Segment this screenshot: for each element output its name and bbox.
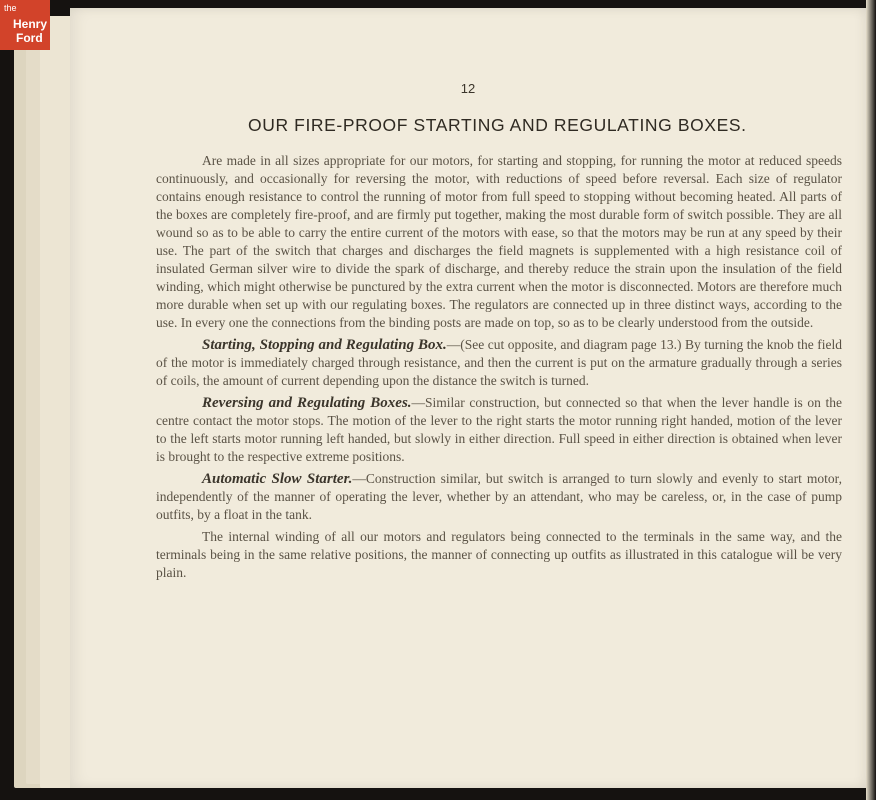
paragraph-text: The internal winding of all our motors and regulators being connected to the terminals in the same way, and the terminals being in the same relative positions, the manner of connecting up outfits as illustrated in this catalogue will be very plain.	[156, 529, 842, 580]
paragraph-text: —Similar construction, but connected so that when the lever handle is on the centre contact the motor stops. The motion of the lever to the right starts the motor running right handed, motion of the lever to the left starts motor running left handed, but slowly in either direction. Full speed in either direction is obtained when lever is brought to the respective extreme positions.	[156, 395, 842, 464]
book-spine-edge	[866, 0, 876, 800]
henry-ford-logo	[0, 0, 50, 50]
section-heading: Starting, Stopping and Regulating Box.	[202, 337, 447, 353]
logo-text-the: the	[4, 3, 17, 13]
section-heading: Automatic Slow Starter.	[202, 471, 353, 487]
paragraph-intro	[156, 152, 842, 332]
page-body	[156, 152, 842, 585]
section-heading: Reversing and Regulating Boxes.	[202, 395, 412, 411]
paragraph-reversing-boxes	[156, 394, 842, 466]
paragraph-text: —Construction similar, but switch is arranged to turn slowly and evenly to start motor, independently of the manner of operating the lever, whether by an attendant, who may be careless, or, in the case of pump outfits, by a float in the tank.	[156, 471, 842, 522]
paragraph-starting-box	[156, 336, 842, 390]
paragraph-internal-winding	[156, 528, 842, 582]
page-number: 12	[460, 81, 476, 96]
catalog-page	[70, 8, 866, 788]
paragraph-slow-starter	[156, 470, 842, 524]
page-title: OUR FIRE-PROOF STARTING AND REGULATING BOXES.	[248, 115, 747, 135]
paragraph-text: Are made in all sizes appropriate for our motors, for starting and stopping, for running the motor at reduced speeds continuously, and occasionally for reversing the motor, with reductions of speed before reversal. Each size of regulator contains enough resistance to control the running of motor from full speed to stopping without becoming heated. All parts of the boxes are completely fire-proof, and are firmly put together, making the most durable form of switch possible. They are all wound so as to be able to carry the entire current of the motors with ease, so that the motors may be run at any speed by their use. The part of the switch that charges and discharges the field magnets is supplemented with a high resistance coil of insulated German silver wire to divide the spark of discharge, and thereby reduce the strain upon the insulation of the field winding, which might otherwise be punctured by the extra current when the motor is disconnected. Motors are therefore much more durable when set up with our regulating boxes. The regulators are connected up in three distinct ways, according to the use. In every one the connections from the binding posts are made on top, so as to be clearly understood from the outside.	[156, 153, 842, 330]
paragraph-text: —(See cut opposite, and diagram page 13.) By turning the knob the field of the motor is immediately charged through resistance, and then the current is put on the armature gradually through a series of coils, the amount of current depending upon the distance the switch is turned.	[156, 337, 842, 388]
logo-text-henry: Henry	[13, 17, 48, 31]
logo-text-ford: Ford	[16, 31, 43, 45]
